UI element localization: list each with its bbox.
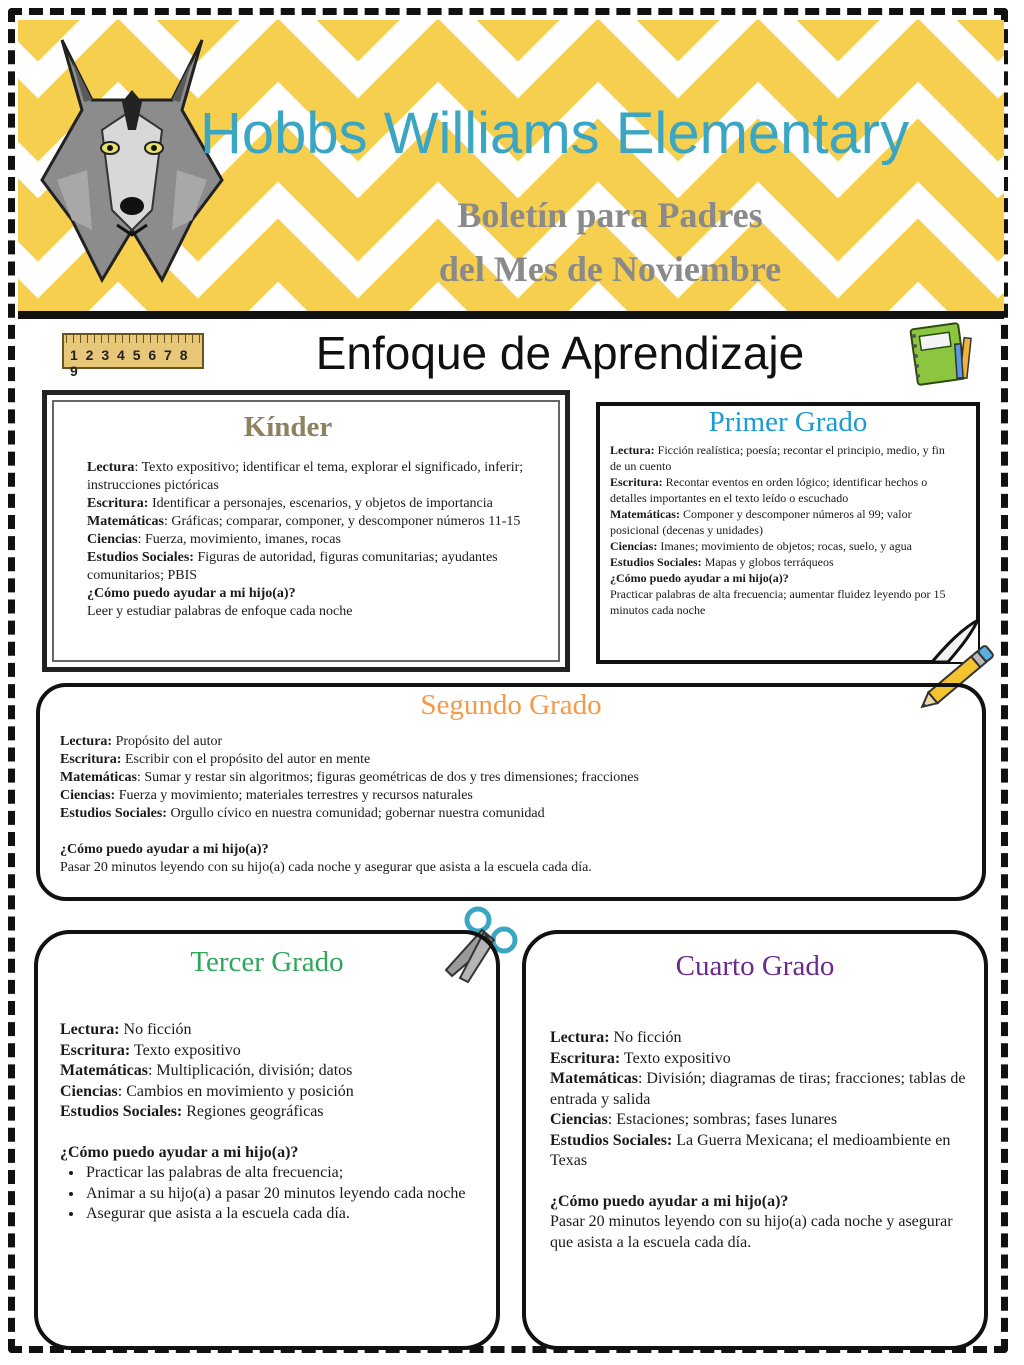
estudios-text: Figuras de autoridad, figuras comunitarias; ayudantes comunitarios; PBIS	[87, 550, 498, 583]
ciencias-text: : Cambios en movimiento y posición	[117, 1082, 354, 1100]
primer-help-text: Practicar palabras de alta frecuencia; aumentar fluidez leyendo por 15 minutos cada noche	[610, 587, 946, 617]
kinder-ciencias	[87, 531, 527, 549]
primer-lectura	[610, 442, 954, 474]
notebook-icon	[906, 322, 978, 386]
cuarto-matematicas	[550, 1069, 976, 1110]
kinder-title: Kínder	[243, 411, 333, 443]
tercer-estudios	[60, 1102, 476, 1123]
matematicas-label: Matemáticas	[550, 1070, 638, 1087]
primer-title: Primer Grado	[708, 406, 868, 438]
tercer-title: Tercer Grado	[190, 946, 344, 978]
estudios-label: Estudios Sociales:	[87, 550, 194, 565]
lectura-label: Lectura:	[60, 734, 113, 749]
escritura-label: Escritura:	[60, 752, 122, 767]
list-item: • Asegurar que asista a la escuela cada día.	[84, 1204, 476, 1225]
estudios-text: Mapas y globos terráqueos	[701, 555, 834, 569]
primer-matematicas	[610, 506, 954, 538]
segundo-ciencias	[60, 787, 960, 805]
estudios-label: Estudios Sociales:	[60, 1103, 183, 1120]
estudios-label: Estudios Sociales:	[610, 555, 702, 569]
kinder-card	[42, 390, 570, 672]
primer-help-label: ¿Cómo puedo ayudar a mi hijo(a)?	[610, 571, 789, 585]
segundo-grado-card	[36, 683, 986, 901]
lectura-text: Propósito del autor	[112, 734, 223, 749]
matematicas-text: Componer y descomponer números al 99; valor posicional (decenas y unidades)	[610, 507, 912, 537]
segundo-help-label: ¿Cómo puedo ayudar a mi hijo(a)?	[60, 842, 269, 857]
matematicas-label: Matemáticas	[87, 514, 164, 529]
kinder-matematicas	[87, 513, 527, 531]
cuarto-help-text: Pasar 20 minutos leyendo con su hijo(a) cada noche y asegurar que asista a la escuela cada día.	[550, 1213, 953, 1251]
matematicas-text: : Sumar y restar sin algoritmos; figuras geométricas de dos y tres dimensiones; fracciones	[136, 770, 639, 785]
matematicas-label: Matemáticas:	[610, 507, 680, 521]
matematicas-text: : División; diagramas de tiras; fracciones; tablas de entrada y salida	[550, 1070, 966, 1108]
ciencias-label: Ciencias	[550, 1111, 608, 1128]
subtitle-line-2: del Mes de Noviembre	[438, 249, 782, 289]
kinder-help-text: Leer y estudiar palabras de enfoque cada noche	[87, 604, 353, 619]
escritura-text: Texto expositivo	[620, 1049, 731, 1067]
ciencias-label: Ciencias	[60, 1082, 118, 1100]
ciencias-text: Imanes; movimiento de objetos; rocas, suelo, y agua	[657, 539, 912, 553]
banner-divider	[18, 311, 1004, 319]
primer-grado-card	[596, 402, 980, 664]
lectura-text: No ficción	[119, 1021, 192, 1038]
cuarto-estudios	[550, 1131, 976, 1172]
tercer-tips-list	[60, 1163, 476, 1225]
ruler-ticks	[66, 335, 200, 343]
estudios-text: Orgullo cívico en nuestra comunidad; gobernar nuestra comunidad	[166, 806, 545, 821]
escritura-label: Escritura:	[60, 1041, 131, 1059]
ciencias-text: Fuerza y movimiento; materiales terrestres y recursos naturales	[115, 788, 473, 803]
kinder-escritura	[87, 495, 527, 513]
segundo-estudios	[60, 805, 960, 823]
segundo-matematicas	[60, 769, 960, 787]
cuarto-body	[550, 1028, 976, 1253]
lectura-label: Lectura	[87, 460, 135, 475]
tercer-body	[60, 1020, 476, 1225]
segundo-escritura	[60, 751, 960, 769]
subtitle-line-1: Boletín para Padres	[457, 195, 763, 235]
section-title: Enfoque de Aprendizaje	[315, 327, 805, 379]
tercer-lectura	[60, 1020, 476, 1041]
matematicas-text: : Multiplicación, división; datos	[147, 1062, 353, 1079]
matematicas-label: Matemáticas	[60, 1062, 148, 1079]
tercer-ciencias	[60, 1082, 476, 1103]
estudios-text: La Guerra Mexicana; el medioambiente en Texas	[550, 1131, 951, 1169]
newsletter-subtitle	[380, 188, 840, 296]
cuarto-title: Cuarto Grado	[675, 950, 835, 982]
estudios-label: Estudios Sociales:	[550, 1131, 673, 1149]
ciencias-label: Ciencias:	[60, 788, 116, 803]
segundo-lectura	[60, 733, 960, 751]
tercer-escritura	[60, 1041, 476, 1062]
school-name: Hobbs Williams Elementary	[200, 101, 910, 166]
ruler-digits: 1 2 3 4 5 6 7 8 9	[70, 347, 190, 379]
lectura-text: No ficción	[609, 1029, 682, 1046]
kinder-body	[87, 459, 527, 621]
matematicas-text: : Gráficas; comparar, componer, y descomponer números 11-15	[163, 514, 521, 529]
escritura-text: Identificar a personajes, escenarios, y objetos de importancia	[148, 496, 493, 511]
primer-estudios	[610, 554, 954, 570]
ciencias-label: Ciencias:	[610, 539, 658, 553]
primer-ciencias	[610, 538, 954, 554]
lectura-label: Lectura:	[60, 1021, 120, 1038]
estudios-text: Regiones geográficas	[182, 1103, 324, 1120]
ciencias-text: : Fuerza, movimiento, imanes, rocas	[137, 532, 341, 547]
kinder-estudios	[87, 549, 527, 585]
cuarto-lectura	[550, 1028, 976, 1049]
cuarto-help-label: ¿Cómo puedo ayudar a mi hijo(a)?	[550, 1192, 789, 1210]
lectura-text: Ficción realística; poesía; recontar el principio, medio, y fin de un cuento	[610, 443, 945, 473]
cuarto-escritura	[550, 1049, 976, 1070]
segundo-help-text: Pasar 20 minutos leyendo con su hijo(a) cada noche y asegurar que asista a la escuela cada día.	[60, 860, 592, 875]
escritura-text: Escribir con el propósito del autor en mente	[121, 752, 371, 767]
matematicas-label: Matemáticas	[60, 770, 137, 785]
list-item: • Practicar las palabras de alta frecuencia;	[84, 1163, 476, 1184]
estudios-label: Estudios Sociales:	[60, 806, 167, 821]
cuarto-ciencias	[550, 1110, 976, 1131]
lectura-label: Lectura:	[550, 1029, 610, 1046]
lectura-text: : Texto expositivo; identificar el tema, explorar el significado, inferir; instrucciones pictóricas	[87, 460, 524, 493]
tercer-help-label: ¿Cómo puedo ayudar a mi hijo(a)?	[60, 1143, 299, 1161]
list-item: • Animar a su hijo(a) a pasar 20 minutos leyendo cada noche	[84, 1184, 476, 1205]
cuarto-grado-card	[522, 930, 988, 1350]
segundo-body	[60, 733, 960, 877]
primer-escritura	[610, 474, 954, 506]
lectura-label: Lectura:	[610, 443, 655, 457]
ruler-icon	[62, 333, 204, 379]
kinder-lectura	[87, 459, 527, 495]
ciencias-label: Ciencias	[87, 532, 138, 547]
escritura-label: Escritura:	[610, 475, 663, 489]
tercer-grado-card	[34, 930, 500, 1350]
kinder-help-label: ¿Cómo puedo ayudar a mi hijo(a)?	[87, 586, 296, 601]
escritura-label: Escritura:	[550, 1049, 621, 1067]
tercer-matematicas	[60, 1061, 476, 1082]
escritura-text: Texto expositivo	[130, 1041, 241, 1059]
escritura-text: Recontar eventos en orden lógico; identificar hechos o detalles importantes en el texto leído o escuchado	[610, 475, 928, 505]
escritura-label: Escritura:	[87, 496, 149, 511]
primer-body	[610, 442, 954, 618]
ciencias-text: : Estaciones; sombras; fases lunares	[607, 1111, 838, 1128]
segundo-title: Segundo Grado	[420, 689, 602, 721]
